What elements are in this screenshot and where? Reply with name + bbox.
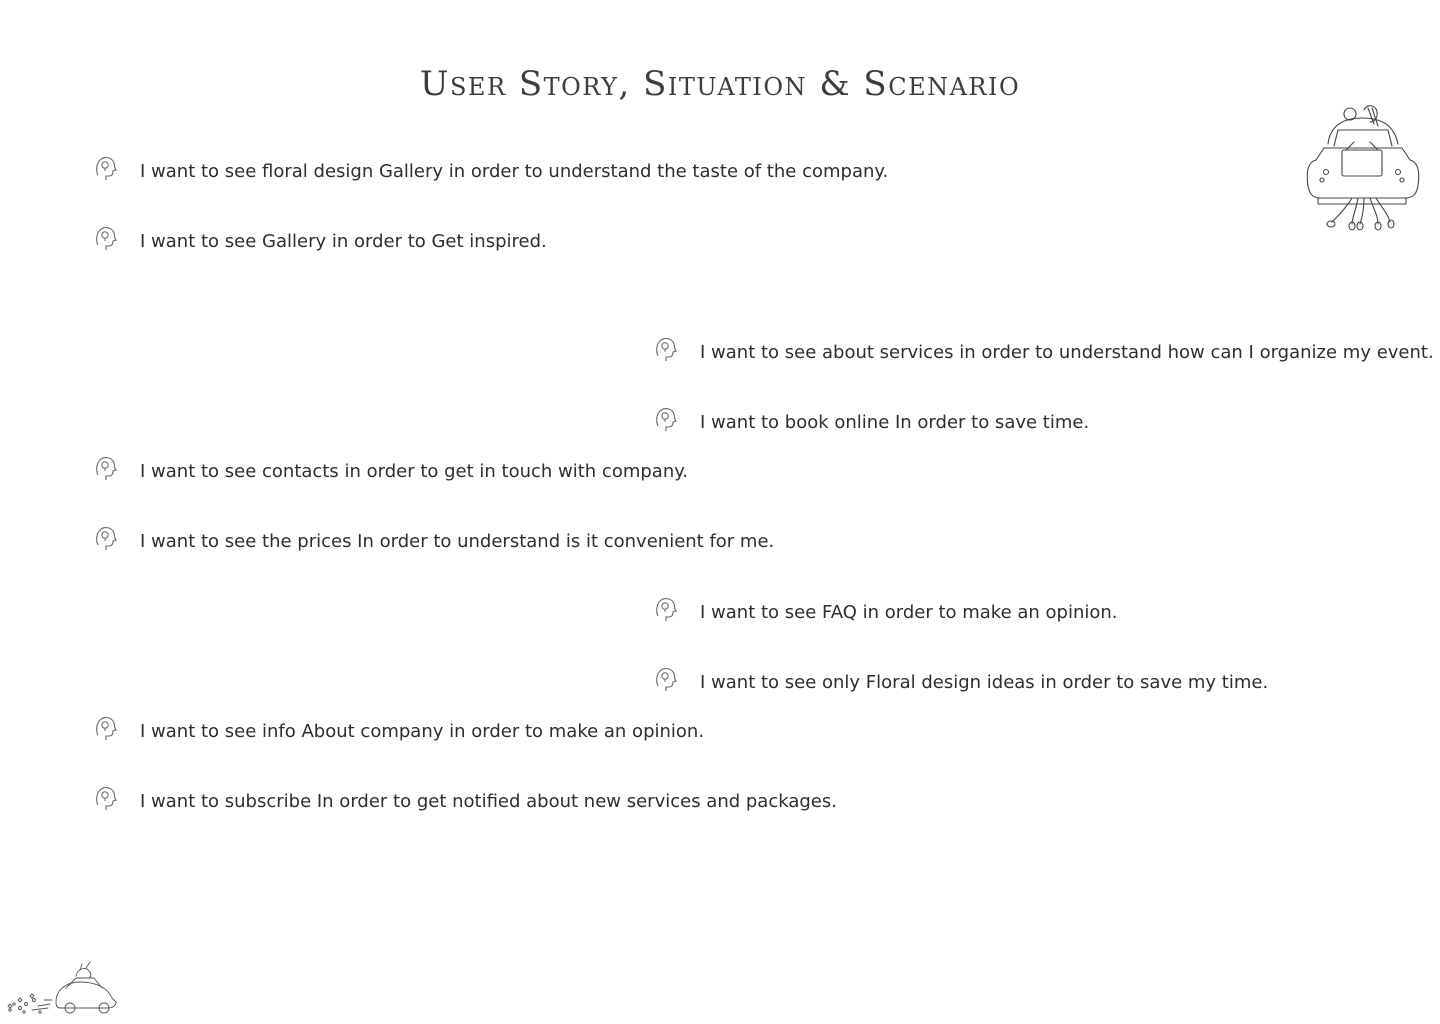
driving-wedding-car-illustration [4, 960, 120, 1016]
head-with-idea-icon [94, 715, 118, 741]
user-story-text: I want to see the prices In order to understand is it convenient for me. [140, 531, 775, 552]
user-story-text: I want to see info About company in order to make an opinion. [140, 721, 705, 742]
user-story-text: I want to see FAQ in order to make an opinion. [700, 602, 1118, 623]
user-story-text: I want to see Gallery in order to Get inspired. [140, 231, 547, 252]
user-story-text: I want to see floral design Gallery in order to understand the taste of the company. [140, 161, 889, 182]
head-with-idea-icon [94, 155, 118, 181]
user-story-text: I want to subscribe In order to get notified about new services and packages. [140, 791, 837, 812]
head-with-idea-icon [654, 406, 678, 432]
head-with-idea-icon [654, 336, 678, 362]
page-title: User Story, Situation & Scenario [419, 64, 1021, 104]
head-with-idea-icon [654, 666, 678, 692]
head-with-idea-icon [94, 525, 118, 551]
head-with-idea-icon [94, 225, 118, 251]
head-with-idea-icon [94, 455, 118, 481]
head-with-idea-icon [654, 596, 678, 622]
user-story-text: I want to see only Floral design ideas in order to save my time. [700, 672, 1269, 693]
wedding-car-illustration [1302, 100, 1422, 232]
user-story-text: I want to see contacts in order to get in touch with company. [140, 461, 689, 482]
head-with-idea-icon [94, 785, 118, 811]
user-story-text: I want to book online In order to save time. [700, 412, 1090, 433]
user-story-text: I want to see about services in order to understand how can I organize my event. [700, 342, 1434, 363]
